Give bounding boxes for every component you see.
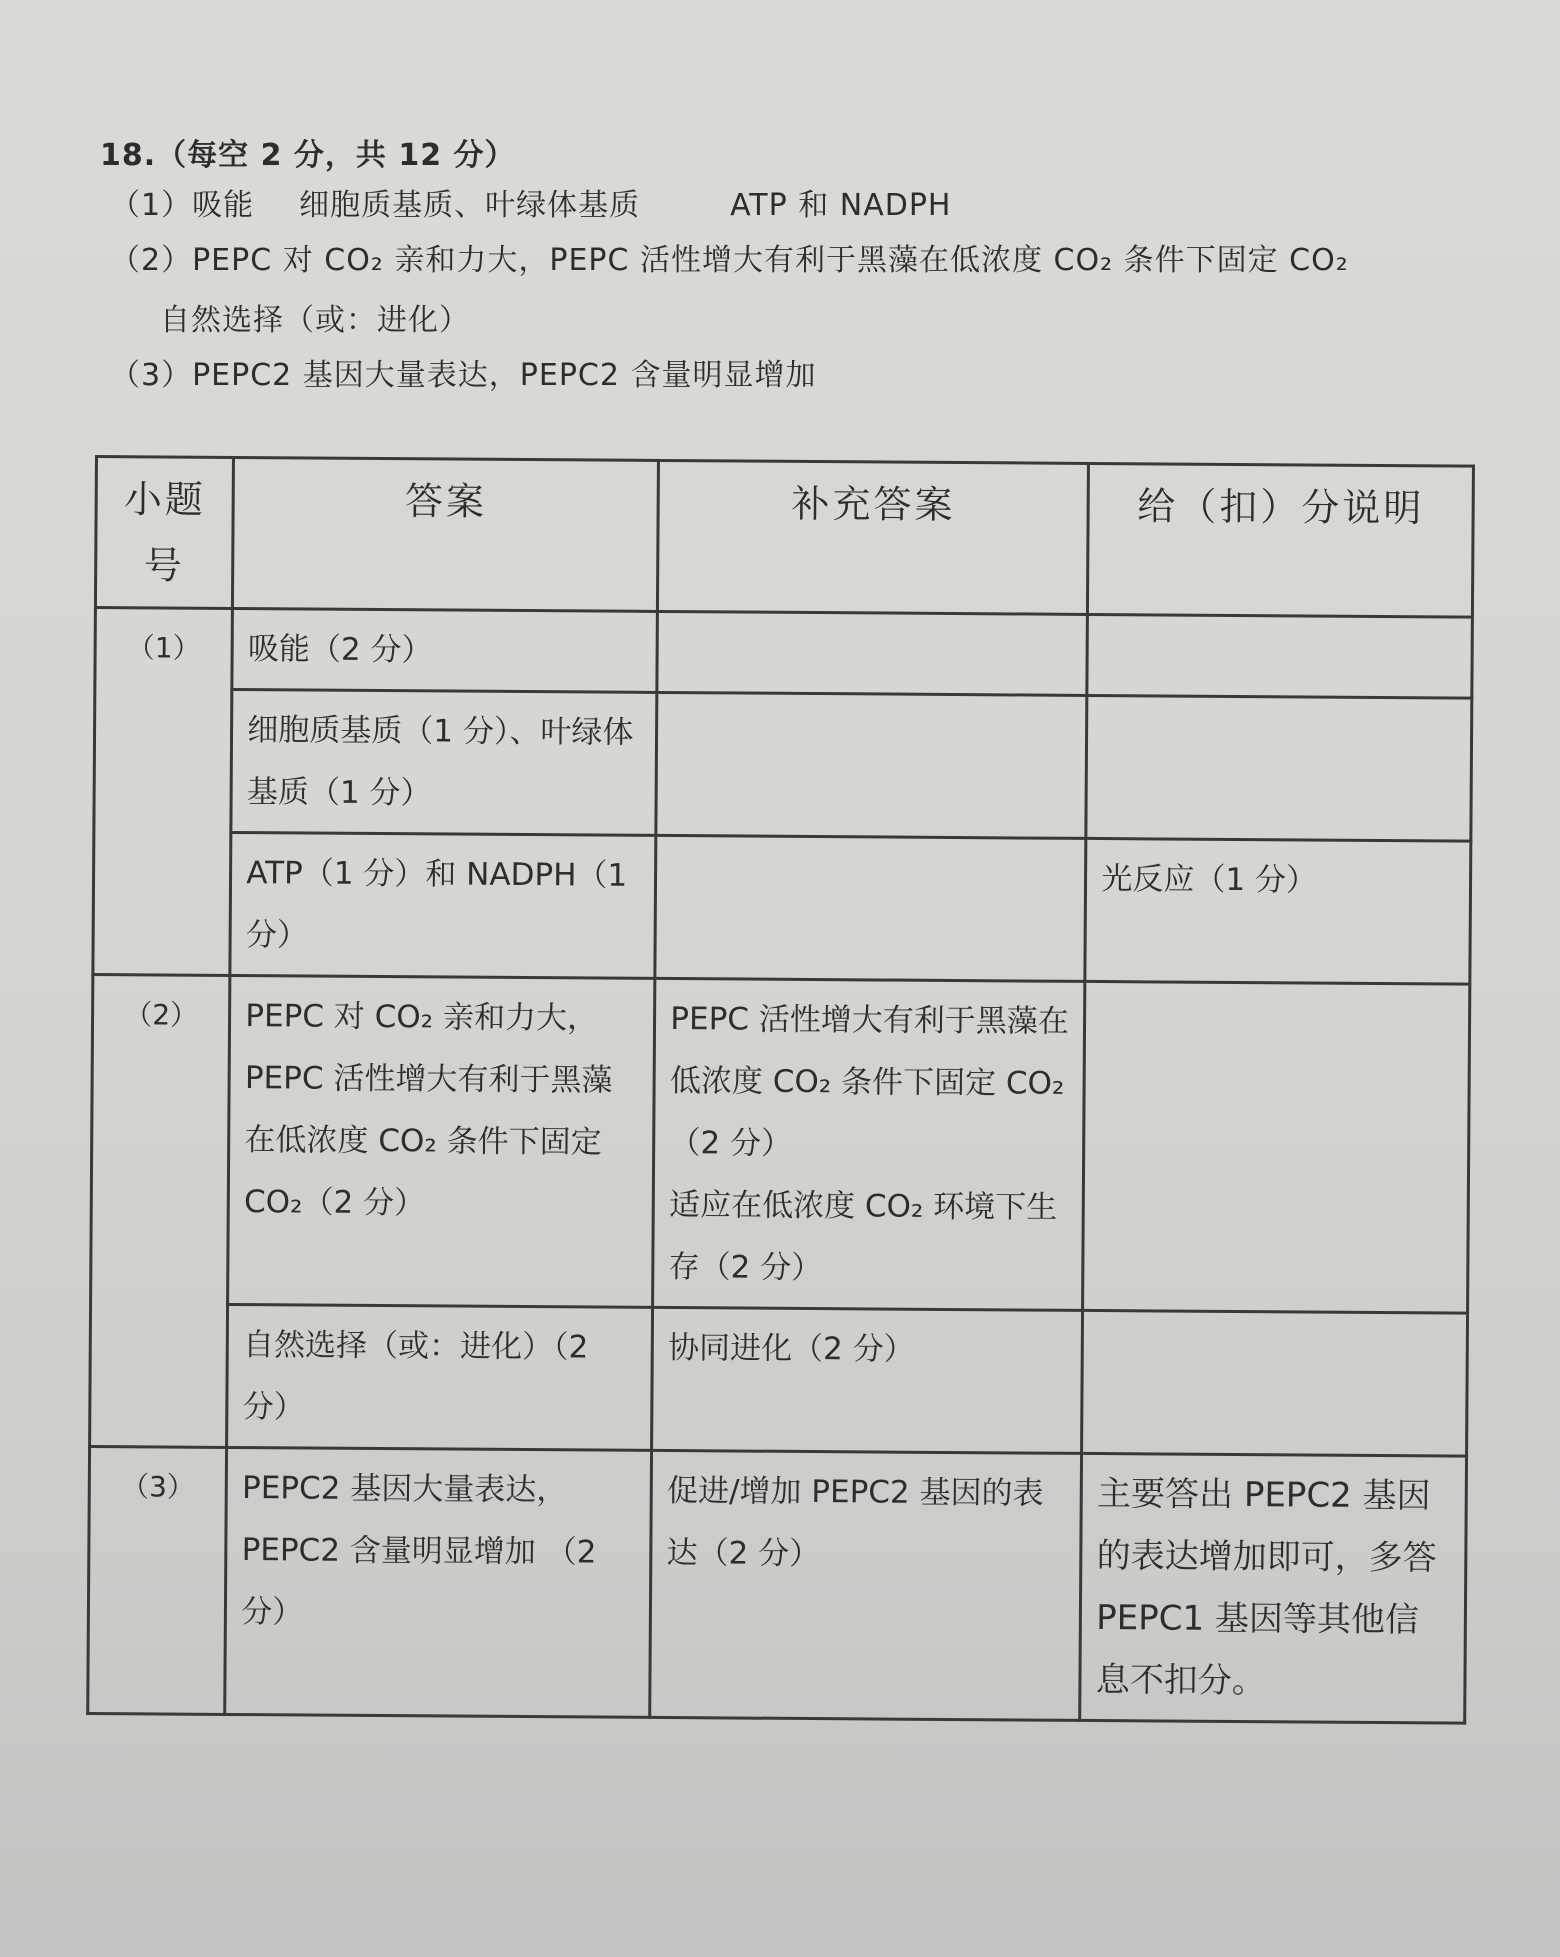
- header-supplement: 补充答案: [658, 460, 1089, 614]
- answer-line-1-no: （1）: [110, 188, 193, 223]
- q1-answer-3: ATP（1 分）和 NADPH（1 分）: [230, 832, 656, 978]
- q1-answer-2: 细胞质基质（1 分）、叶绿体基质（1 分）: [231, 689, 657, 835]
- answer-line-2: （2）PEPC 对 CO₂ 亲和力大，PEPC 活性增大有利于黑藻在低浓度 CO₂ 条件下固定 CO₂: [110, 243, 1349, 278]
- answer-line-1-c: ATP 和 NADPH: [730, 188, 952, 223]
- table-row: [93, 832, 1471, 985]
- q2-supplement-1: [653, 978, 1085, 1310]
- q1-number: （1）: [93, 608, 233, 976]
- q2-supplement-2: 协同进化（2 分）: [652, 1307, 1083, 1453]
- q3-supplement: 促进/增加 PEPC2 基因的表达（2 分）: [650, 1450, 1082, 1720]
- header-scoring-note: 给（扣）分说明: [1088, 463, 1474, 617]
- table-row: [94, 689, 1472, 842]
- q2-answer-2: 自然选择（或：进化）（2 分）: [227, 1304, 653, 1450]
- scoring-table: [86, 455, 1475, 1725]
- question-title: 18.（每空 2 分，共 12 分）: [100, 138, 516, 173]
- q2-supplement-1a: PEPC 活性增大有利于黑藻在低浓度 CO₂ 条件下固定 CO₂（2 分）: [669, 1001, 1069, 1162]
- table-row: [91, 974, 1470, 1313]
- answer-line-3: （3）PEPC2 基因大量表达，PEPC2 含量明显增加: [110, 358, 817, 393]
- q2-supplement-1b: 适应在低浓度 CO₂ 环境下生存（2 分）: [668, 1187, 1058, 1287]
- header-question-no: 小题号: [95, 457, 233, 609]
- q3-number: （3）: [88, 1446, 227, 1714]
- q1-supplement-1: [657, 611, 1088, 695]
- q2-note-1: [1083, 981, 1470, 1313]
- table-row: [90, 1303, 1468, 1456]
- header-answer: 答案: [233, 457, 659, 611]
- q2-note-2: [1082, 1310, 1468, 1456]
- q1-note-1: [1087, 614, 1472, 698]
- q1-supplement-2: [656, 692, 1087, 838]
- q2-number: （2）: [90, 974, 231, 1447]
- q1-answer-1: 吸能（2 分）: [232, 608, 658, 692]
- q3-answer: PEPC2 基因大量表达，PEPC2 含量明显增加 （2 分）: [225, 1447, 652, 1717]
- q1-note-3: 光反应（1 分）: [1085, 838, 1471, 984]
- table-row: [88, 1446, 1467, 1723]
- q2-answer-1: PEPC 对 CO₂ 亲和力大，PEPC 活性增大有利于黑藻在低浓度 CO₂ 条件下固定 CO₂（2 分）: [228, 975, 655, 1307]
- answer-line-1-a: 吸能: [192, 188, 255, 223]
- answer-line-2b: 自然选择（或：进化）: [160, 303, 470, 338]
- table-row: [95, 608, 1473, 699]
- answer-line-1: [110, 180, 952, 224]
- q1-supplement-3: [655, 835, 1086, 981]
- q1-note-2: [1086, 695, 1472, 841]
- answer-line-1-b: 细胞质基质、叶绿体基质: [299, 188, 641, 223]
- table-header-row: [95, 457, 1473, 618]
- q3-note: 主要答出 PEPC2 基因的表达增加即可，多答 PEPC1 基因等其他信息不扣分。: [1080, 1453, 1467, 1723]
